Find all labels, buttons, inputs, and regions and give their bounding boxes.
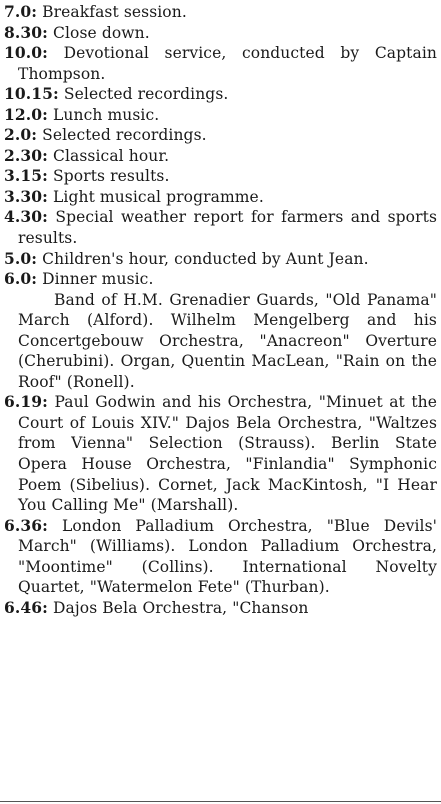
entry-text: Devotional service, conducted by Captain Thompson. [18,44,437,83]
entry-text: Lunch music. [53,105,160,124]
schedule-entry [4,249,437,270]
entry-time: 6.0: [4,269,38,289]
entry-time: 2.30: [4,145,48,165]
entry-text: Paul Godwin and his Orchestra, "Minuet at the Court of Louis XIV." Dajos Bela Orchestra, "Waltzes from Vienna" Selection (Strauss). Berlin State Opera House Orchestra, "Finlandia" Symphonic Poem (Sibelius). Cornet, Jack MacKintosh, "I Hear You Calling Me" (Marshall). [18,393,437,515]
entry-time: 4.30: [4,207,48,227]
entry-text: Selected recordings. [42,126,207,145]
entry-text: Light musical programme. [53,187,264,206]
schedule-entry [4,2,437,23]
entry-text: Band of H.M. Grenadier Guards, "Old Panama" March (Alford). Wilhelm Mengelberg and his Concertgebouw Orchestra, "Anacreon" Overture (Cherubini). Organ, Quentin MacLean, "Rain on the Roof" (Ronell). [18,290,437,391]
entry-text: Sports results. [53,167,170,186]
schedule-entry [4,43,437,84]
entry-time: 6.36: [4,515,48,535]
entry-text: Dinner music. [42,270,154,289]
entry-time: 3.15: [4,166,48,186]
entry-text: Children's hour, conducted by Aunt Jean. [42,249,369,268]
schedule-entry [4,23,437,44]
entry-time: 6.19: [4,392,48,412]
entry-time: 6.46: [4,597,48,617]
column-bottom-rule [0,801,441,802]
entry-time: 12.0: [4,104,48,124]
schedule-entry [4,207,437,248]
entry-time: 8.30: [4,22,48,42]
schedule-entry-detail [4,290,437,393]
schedule-entry [4,166,437,187]
entry-time: 2.0: [4,125,38,145]
schedule-entry [4,598,437,619]
schedule-entry [4,269,437,290]
schedule-entry [4,125,437,146]
schedule-entry [4,516,437,598]
entry-time: 5.0: [4,248,38,268]
schedule-entry [4,84,437,105]
entry-time: 7.0: [4,2,38,21]
entry-text: Selected recordings. [63,85,229,104]
schedule-entry [4,105,437,126]
entry-text: Close down. [53,23,150,42]
schedule-entry [4,187,437,208]
entry-time: 10.15: [4,84,59,104]
entry-time: 10.0: [4,43,48,63]
schedule-entry [4,392,437,515]
entry-text: Dajos Bela Orchestra, "Chanson [53,598,309,617]
entry-text: London Palladium Orchestra, "Blue Devils' March" (Williams). London Palladium Orchestra, "Moontime" (Collins). International Novelty Quartet, "Watermelon Fete" (Thurban). [18,516,437,597]
entry-time: 3.30: [4,186,48,206]
entry-text: Breakfast session. [42,3,187,21]
entry-text: Special weather report for farmers and sports results. [18,208,438,248]
entry-text: Classical hour. [53,146,170,165]
schedule-entry [4,146,437,167]
